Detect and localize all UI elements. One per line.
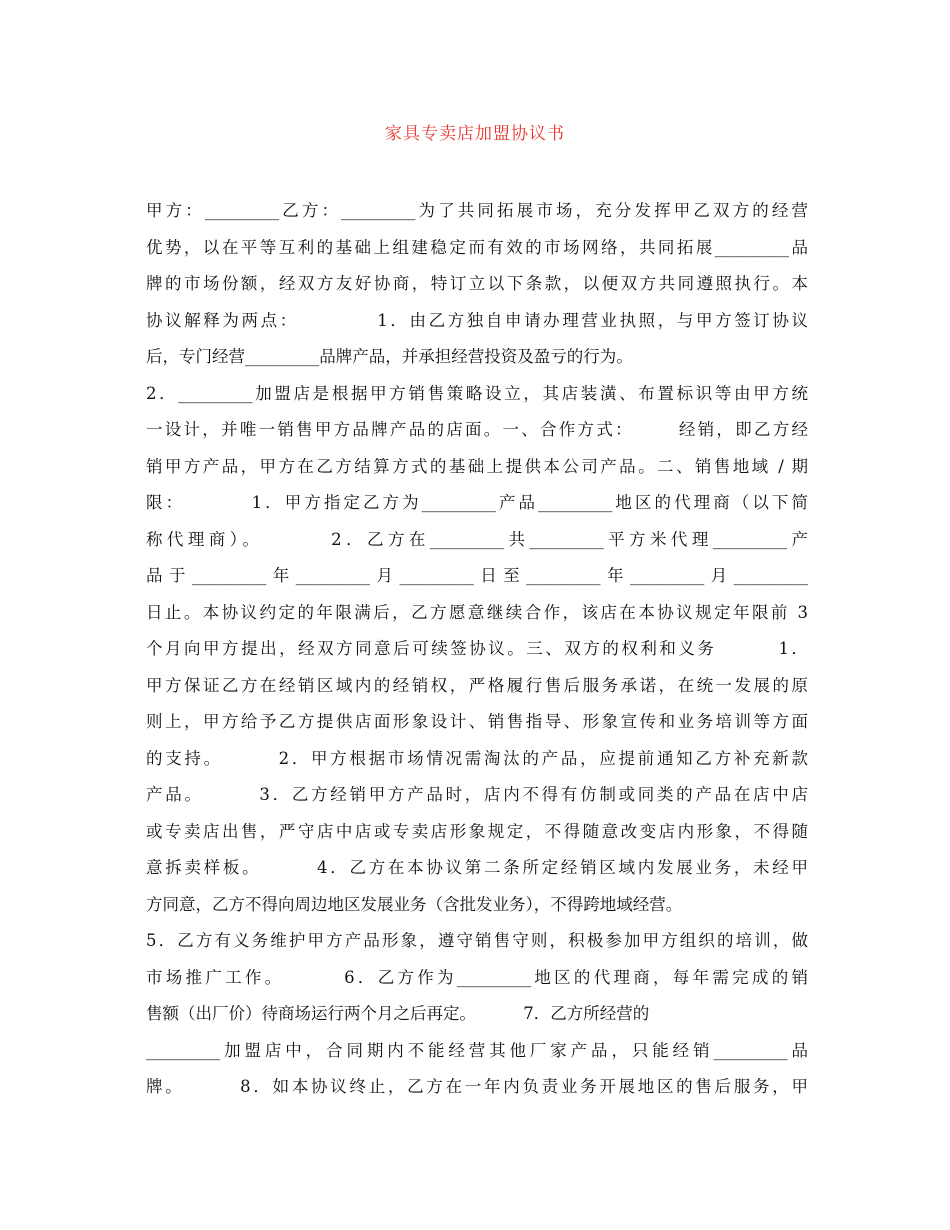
body-line: 品于_________年_________月_________日至_________年_________月_________ [146, 566, 808, 585]
body-line: 个月向甲方提出，经双方同意后可续签协议。三、双方的权利和义务 1． [146, 639, 808, 658]
body-line: 优势，以在平等互利的基础上组建稳定而有效的市场网络，共同拓展_________品 [146, 237, 808, 257]
document-body [146, 193, 808, 1106]
body-line: 甲方保证乙方在经销区域内的经销权，严格履行售后服务承诺，在统一发展的原 [146, 675, 808, 695]
body-line: 意拆卖样板。 4．乙方在本协议第二条所定经销区域内发展业务，未经甲 [146, 858, 808, 877]
body-line: 2．_________加盟店是根据甲方销售策略设立，其店装潢、布置标识等由甲方统 [146, 383, 808, 403]
body-line: 一设计，并唯一销售甲方品牌产品的店面。一、合作方式： 经销，即乙方经 [146, 420, 808, 439]
body-line: 限： 1．甲方指定乙方为_________产品_________地区的代理商（以下简 [146, 493, 808, 512]
body-line: 的支持。 2．甲方根据市场情况需淘汰的产品，应提前通知乙方补充新款 [146, 748, 808, 768]
body-line: 牌的市场份额，经双方友好协商，特订立以下条款，以便双方共同遵照执行。本 [146, 274, 808, 293]
body-line: 甲方：_________乙方：_________为了共同拓展市场，充分发挥甲乙双方的经营 [146, 201, 808, 220]
body-line: 牌。 8．如本协议终止，乙方在一年内负责业务开展地区的售后服务，甲 [146, 1077, 808, 1096]
body-line: 方同意，乙方不得向周边地区发展业务（含批发业务），不得跨地域经营。 [146, 894, 683, 914]
body-line: 或专卖店出售，严守店中店或专卖店形象规定，不得随意改变店内形象，不得随 [146, 821, 808, 841]
body-line: 销甲方产品，甲方在乙方结算方式的基础上提供本公司产品。二、销售地域 / 期 [146, 456, 808, 476]
body-line: 5．乙方有义务维护甲方产品形象，遵守销售守则，积极参加甲方组织的培训，做 [146, 931, 808, 950]
body-line: 市场推广工作。 6．乙方作为_________地区的代理商，每年需完成的销 [146, 967, 808, 987]
document-title: 家具专卖店加盟协议书 [385, 124, 565, 144]
body-line: 协议解释为两点： 1．由乙方独自申请办理营业执照，与甲方签订协议 [146, 310, 808, 330]
body-line: 称代理商）。 2．乙方在_________共_________平方米代理_________产 [146, 529, 808, 549]
body-line: 日止。本协议约定的年限满后，乙方愿意继续合作，该店在本协议规定年限前 3 [146, 602, 808, 622]
body-line: 后，专门经营_________品牌产品，并承担经营投资及盈亏的行为。 [146, 347, 633, 366]
body-line: 售额（出厂价）待商场运行两个月之后再定。 7．乙方所经营的 [146, 1004, 650, 1023]
body-line: 产品。 3．乙方经销甲方产品时，店内不得有仿制或同类的产品在店中店 [146, 785, 808, 804]
body-line: 则上，甲方给予乙方提供店面形象设计、销售指导、形象宣传和业务培训等方面 [146, 712, 808, 731]
body-line: _________加盟店中，合同期内不能经营其他厂家产品，只能经销_________品 [146, 1040, 808, 1060]
